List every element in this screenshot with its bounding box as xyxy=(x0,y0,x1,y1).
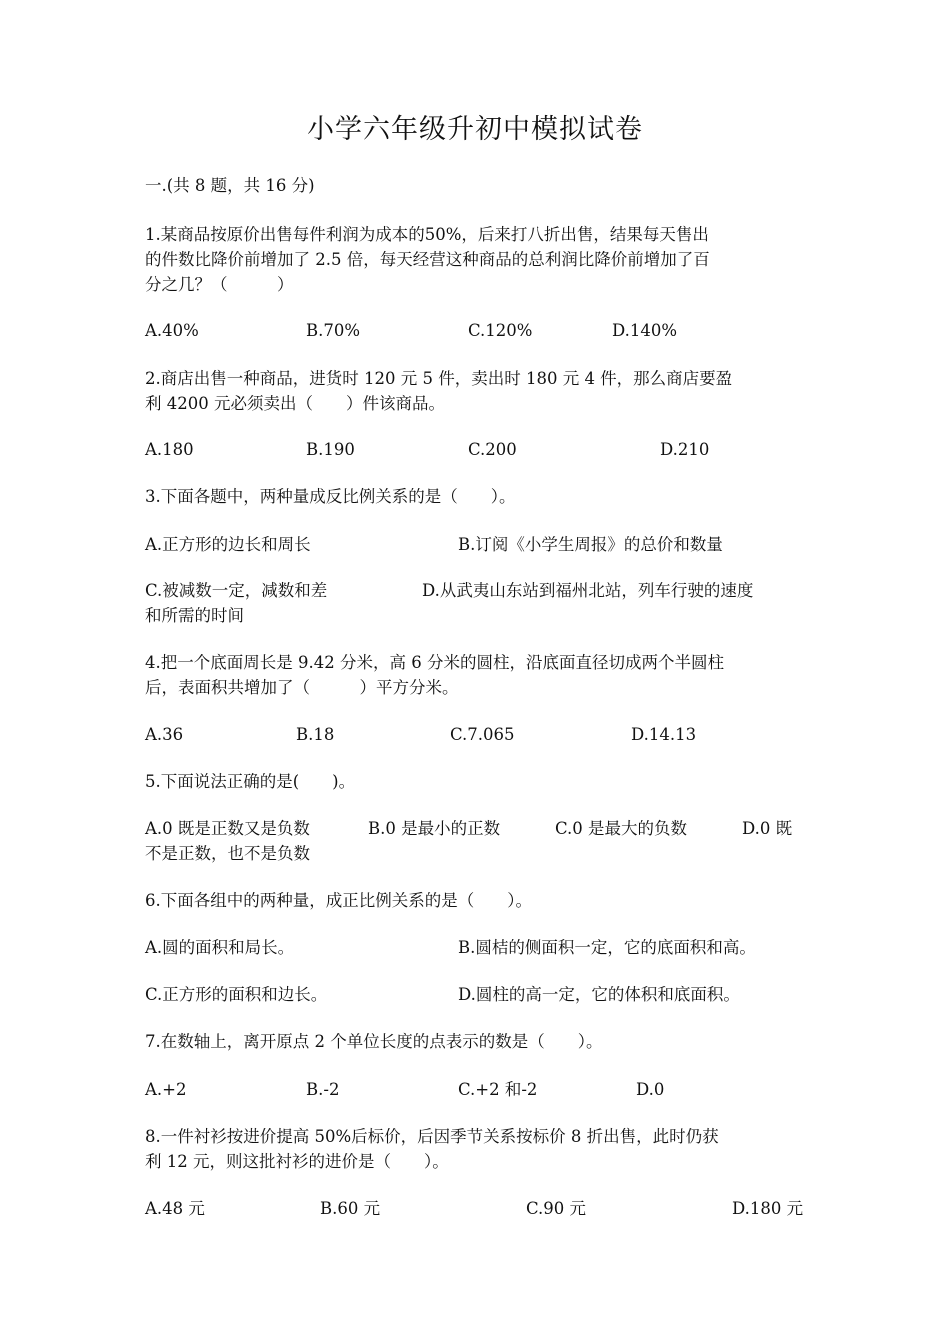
option-a: A.40% xyxy=(145,321,199,340)
option-b: B.70% xyxy=(306,321,361,340)
option-a: A.+2 xyxy=(145,1080,187,1099)
question-stem-line: 的件数比降价前增加了 2.5 倍，每天经营这种商品的总利润比降价前增加了百 xyxy=(145,250,710,269)
question-stem-line: 利 12 元，则这批衬衫的进价是（ ）。 xyxy=(145,1152,449,1171)
option-d: D.140% xyxy=(612,321,678,340)
question-stem-line: 5.下面说法正确的是( )。 xyxy=(145,772,356,791)
option-b: B.订阅《小学生周报》的总价和数量 xyxy=(458,535,723,554)
option-b: B.190 xyxy=(306,440,355,459)
option-d: D.0 xyxy=(636,1080,665,1099)
option-a: A.正方形的边长和周长 xyxy=(145,535,311,554)
section-header: 一.(共 8 题，共 16 分) xyxy=(145,176,315,195)
option-a: A.48 元 xyxy=(145,1199,205,1218)
option-d-continued: 不是正数，也不是负数 xyxy=(145,844,310,863)
option-c: C.200 xyxy=(468,440,517,459)
option-b: B.18 xyxy=(296,725,335,744)
option-c: C.120% xyxy=(468,321,533,340)
option-d: D.圆柱的高一定，它的体积和底面积。 xyxy=(458,985,740,1004)
question-stem-line: 1.某商品按原价出售每件利润为成本的50%，后来打八折出售，结果每天售出 xyxy=(145,225,709,244)
option-b: B.60 元 xyxy=(320,1199,381,1218)
exam-title: 小学六年级升初中模拟试卷 xyxy=(307,114,643,145)
option-c: C.正方形的面积和边长。 xyxy=(145,985,328,1004)
question-stem-line: 2.商店出售一种商品，进货时 120 元 5 件，卖出时 180 元 4 件，那么商店要盈 xyxy=(145,369,733,388)
question-stem-line: 分之几？（ ） xyxy=(145,275,294,294)
option-c: C.7.065 xyxy=(450,725,515,744)
option-d: D.210 xyxy=(660,440,710,459)
option-d: D.从武夷山东站到福州北站，列车行驶的速度 xyxy=(422,581,754,600)
option-d: D.14.13 xyxy=(631,725,697,744)
option-a: A.0 既是正数又是负数 xyxy=(145,819,310,838)
option-d: D.0 既 xyxy=(742,819,793,838)
question-stem-line: 8.一件衬衫按进价提高 50%后标价，后因季节关系按标价 8 折出售，此时仍获 xyxy=(145,1127,719,1146)
option-b: B.-2 xyxy=(306,1080,340,1099)
option-d-continued: 和所需的时间 xyxy=(145,606,244,625)
question-stem-line: 利 4200 元必须卖出（ ）件该商品。 xyxy=(145,394,445,413)
option-a: A.36 xyxy=(145,725,184,744)
question-stem-line: 3.下面各题中，两种量成反比例关系的是（ ）。 xyxy=(145,487,516,506)
question-stem-line: 6.下面各组中的两种量，成正比例关系的是（ ）。 xyxy=(145,891,532,910)
question-stem-line: 4.把一个底面周长是 9.42 分米，高 6 分米的圆柱，沿底面直径切成两个半圆柱 xyxy=(145,653,724,672)
option-d: D.180 元 xyxy=(732,1199,804,1218)
question-stem-line: 7.在数轴上，离开原点 2 个单位长度的点表示的数是（ ）。 xyxy=(145,1032,603,1051)
option-b: B.0 是最小的正数 xyxy=(368,819,501,838)
question-stem-line: 后，表面积共增加了（ ）平方分米。 xyxy=(145,678,459,697)
option-c: C.+2 和-2 xyxy=(458,1080,538,1099)
option-a: A.圆的面积和局长。 xyxy=(145,938,295,957)
option-c: C.被减数一定，减数和差 xyxy=(145,581,328,600)
option-a: A.180 xyxy=(145,440,194,459)
option-c: C.0 是最大的负数 xyxy=(555,819,688,838)
option-b: B.圆桔的侧面积一定，它的底面积和高。 xyxy=(458,938,756,957)
option-c: C.90 元 xyxy=(526,1199,587,1218)
